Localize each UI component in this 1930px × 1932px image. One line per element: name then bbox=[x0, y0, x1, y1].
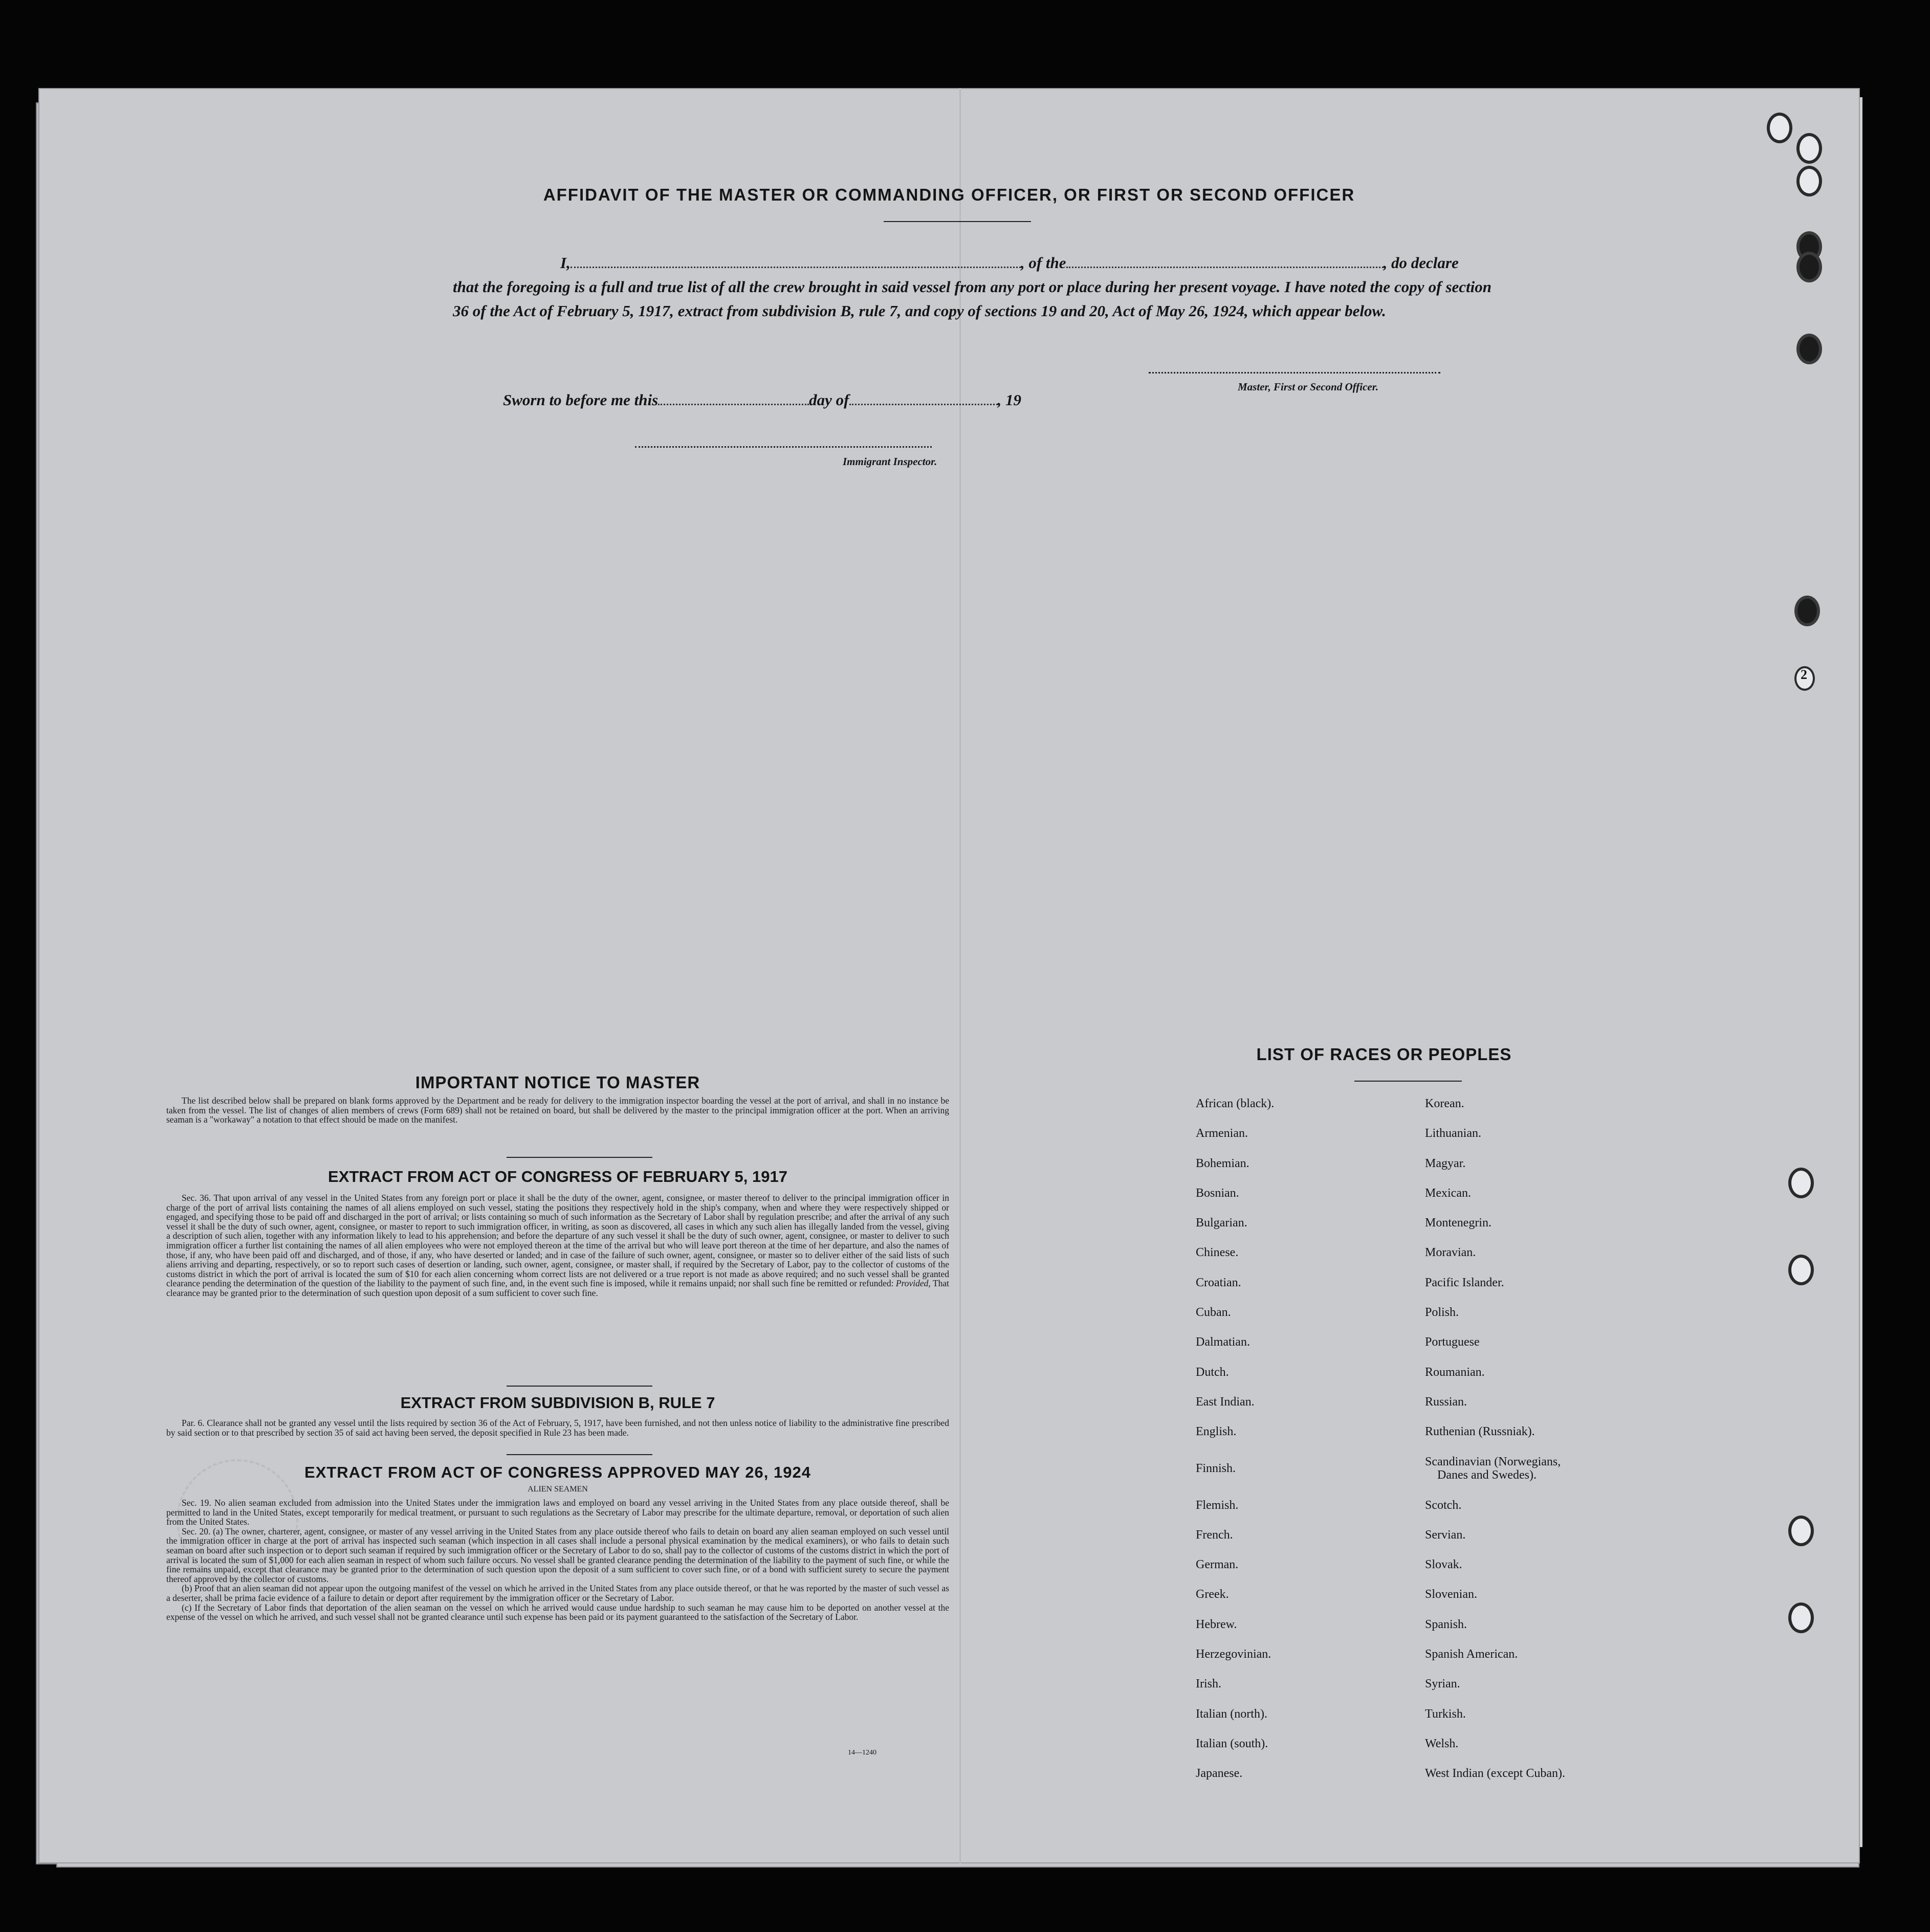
race-item: Italian (north). bbox=[1196, 1707, 1267, 1721]
declaration-body: that the foregoing is a full and true list of all the crew brought in said vessel from any port or place during her present voyage. I have noted the copy of section 36 of the Act of February 5, 1917, extract from subdivision B, rule 7, and copy of sections 19 and 20, Act of May 26, 1924, which appear below. bbox=[453, 278, 1492, 320]
sworn-year: , 19 bbox=[997, 391, 1021, 409]
binder-hole bbox=[1796, 133, 1822, 164]
race-item: Servian. bbox=[1425, 1528, 1466, 1542]
notice-title: IMPORTANT NOTICE TO MASTER bbox=[415, 1073, 700, 1092]
races-title: LIST OF RACES OR PEOPLES bbox=[1256, 1045, 1512, 1064]
races-right-column bbox=[1425, 1089, 1565, 1789]
extract-1917-text bbox=[166, 1193, 949, 1298]
races-title-rule bbox=[1354, 1081, 1462, 1082]
vessel-blank[interactable] bbox=[1066, 254, 1384, 268]
race-item-scandinavian bbox=[1425, 1447, 1565, 1490]
race-item: Syrian. bbox=[1425, 1677, 1460, 1691]
race-item: Armenian. bbox=[1196, 1127, 1248, 1140]
declaration-i: I, bbox=[560, 254, 571, 272]
binder-hole bbox=[1794, 596, 1820, 626]
race-item: Irish. bbox=[1196, 1677, 1221, 1691]
sworn-day-of: day of bbox=[809, 391, 849, 409]
race-item: Scandinavian (Norwegians, bbox=[1425, 1455, 1561, 1468]
binder-hole bbox=[1788, 1602, 1814, 1633]
binder-hole bbox=[1796, 334, 1822, 364]
declaration-of-the: , of the bbox=[1020, 254, 1066, 272]
notice-text bbox=[166, 1096, 949, 1125]
race-item: Moravian. bbox=[1425, 1246, 1476, 1260]
margin-mark: 2 bbox=[1801, 667, 1807, 682]
sworn-statement bbox=[503, 391, 1021, 409]
section-rule bbox=[507, 1386, 652, 1387]
binder-hole bbox=[1796, 252, 1822, 282]
race-item: Slovak. bbox=[1425, 1558, 1462, 1572]
notice-paragraph: The list described below shall be prepared on blank forms approved by the Department and be ready for delivery to the immigration inspector boarding the vessel at the port of arrival, and shall in no instance be taken from the vessel. The list of changes of alien members of crews (Form 689) shall not be retained on board, but shall be delivered by the master to the principal immigration officer at the port. When an arriving seaman is a "workaway" a notation to that effect should be made on the manifest. bbox=[166, 1095, 949, 1125]
extract-rule7-title: EXTRACT FROM SUBDIVISION B, RULE 7 bbox=[400, 1394, 715, 1412]
race-item: African (black). bbox=[1196, 1097, 1275, 1110]
race-item: Ruthenian (Russniak). bbox=[1425, 1425, 1535, 1439]
par-6-label: Par. 6. bbox=[182, 1418, 205, 1428]
race-item: Slovenian. bbox=[1425, 1588, 1477, 1601]
inspector-signature-line[interactable] bbox=[635, 446, 932, 448]
race-item: Roumanian. bbox=[1425, 1365, 1485, 1379]
race-item: Dutch. bbox=[1196, 1365, 1229, 1379]
race-item: Portuguese bbox=[1425, 1335, 1480, 1349]
race-item: Finnish. bbox=[1196, 1461, 1236, 1475]
race-item: English. bbox=[1196, 1425, 1237, 1439]
race-item: Hebrew. bbox=[1196, 1617, 1237, 1631]
race-item: Magyar. bbox=[1425, 1156, 1466, 1170]
proviso-text: That clearance may be granted prior to the determination of such question upon deposit of a sum sufficient to cover such fine. bbox=[166, 1278, 950, 1298]
day-blank[interactable] bbox=[658, 391, 809, 405]
race-item: Chinese. bbox=[1196, 1246, 1239, 1260]
race-item: Turkish. bbox=[1425, 1707, 1466, 1721]
extract-rule7-text bbox=[166, 1418, 949, 1437]
race-item: Dalmatian. bbox=[1196, 1335, 1250, 1349]
sec-20a-text: (a) The owner, charterer, agent, consignee, or master of any vessel arriving in the United States from any place outside thereof who fails to detain on board any alien seaman employed on such vessel until the immigration officer in charge at the port of arrival has inspected such seaman (which inspection in all cases shall include a personal physical examination by the medical examiners), or who fails to detain such seaman on board after such inspection or to deport such seaman if required by such immigration officer or the Secretary of Labor to do so, shall pay to the collector of customs of the customs district in which the port of arrival is located the sum of $1,000 for each alien seaman in respect of whom such failure occurs. No vessel shall be granted clearance pending the determination of the liability to the payment of such fine, or while the fine remains unpaid, except that clearance may be granted prior to the determination of such question upon the deposit of a sum sufficient to cover such fine, or of a bond with sufficient surety to secure the payment thereof approved by the collector of customs. bbox=[166, 1526, 949, 1584]
declaration-declare: , do declare bbox=[1383, 254, 1459, 272]
sec-36-text: That upon arrival of any vessel in the United States from any foreign port or place it shall be the duty of the owner, agent, consignee, or master thereof to deliver to the principal immigration officer in charge of the port of arrival lists containing the names of all aliens employed on such vessel, stating the positions they respectively hold in the ship's company, when and where they were respectively shipped or engaged, and specifying those to be paid off and discharged in the port of arrival; or lists containing so much of such information as the Secretary of Labor shall by regulation prescribe; and after the arrival of any such vessel it shall be the duty of such owner, agent, consignee, or master to report to such immigration officer, in writing, as soon as discovered, all cases in which any such alien has illegally landed from the vessel, giving a description of such alien, together with any information likely to lead to his apprehension; and before the departure of any such vessel it shall be the duty of such owner, agent, consignee, or master to deliver to such immigration officer a further list containing the names of all alien employees who were not employed thereon at the time of the arrival but who will leave port thereon at the time of her departure, and also the names of those, if any, who have been paid off and discharged, and of those, if any, who have deserted or landed; and in case of the failure of such owner, agent, consignee, or master so to deliver either of the said lists of such aliens arriving and departing, respectively, or so to report such cases of desertion or landing, such owner, agent, consignee, or master shall, if required by the Secretary of Labor, pay to the collector of customs of the customs district in which the port of arrival is located the sum of $10 for each alien concerning whom correct lists are not delivered or a true report is not made as above required; and no such vessel shall be granted clearance pending the determination of the question of the liability to the payment of such fine, and, in the event such fine is imposed, while it remains unpaid; nor shall such fine be remitted or refunded: bbox=[166, 1193, 949, 1289]
race-item: French. bbox=[1196, 1528, 1233, 1542]
month-blank[interactable] bbox=[849, 391, 998, 405]
proviso-label: Provided, bbox=[895, 1278, 931, 1289]
section-rule bbox=[507, 1157, 652, 1158]
binder-hole bbox=[1788, 1168, 1814, 1198]
race-item: Korean. bbox=[1425, 1097, 1464, 1110]
sec-20b-text: (b) Proof that an alien seaman did not appear upon the outgoing manifest of the vessel on which he arrived in the United States from any place outside thereof, or that he was reported by the master of such vessel as a deserter, shall be prima facie evidence of a failure to detain or deport after requirement by the immigration officer or the Secretary of Labor. bbox=[166, 1583, 949, 1603]
race-item: Scotch. bbox=[1425, 1498, 1462, 1512]
race-item: Cuban. bbox=[1196, 1306, 1231, 1320]
race-item: Bosnian. bbox=[1196, 1186, 1239, 1200]
race-item: Montenegrin. bbox=[1425, 1216, 1492, 1230]
section-rule bbox=[507, 1454, 652, 1455]
form-number: 14—1240 bbox=[848, 1749, 876, 1757]
extract-1917-title: EXTRACT FROM ACT OF CONGRESS OF FEBRUARY 5, 1917 bbox=[328, 1168, 787, 1185]
sec-20-label: Sec. 20. bbox=[182, 1526, 211, 1536]
affidavit-declaration bbox=[453, 251, 1492, 323]
race-item: Spanish American. bbox=[1425, 1648, 1518, 1661]
race-item: Croatian. bbox=[1196, 1276, 1241, 1289]
race-item: Spanish. bbox=[1425, 1617, 1467, 1631]
race-item: Mexican. bbox=[1425, 1186, 1471, 1200]
race-item: Polish. bbox=[1425, 1306, 1459, 1320]
race-item: Italian (south). bbox=[1196, 1737, 1268, 1750]
alien-seamen-subtitle: ALIEN SEAMEN bbox=[528, 1485, 588, 1494]
title-rule bbox=[884, 221, 1031, 222]
race-item: Greek. bbox=[1196, 1588, 1229, 1601]
race-item: East Indian. bbox=[1196, 1395, 1255, 1409]
race-item: Bohemian. bbox=[1196, 1156, 1249, 1170]
race-item: West Indian (except Cuban). bbox=[1425, 1767, 1565, 1781]
sec-20c-text: (c) If the Secretary of Labor finds that deportation of the alien seaman on the vessel on which he arrived would cause undue hardship to such seaman he may cause him to be deported on another vessel at the expense of the vessel on which he arrived, and such vessel shall not be granted clearance until such expense has been paid or its payment guaranteed to the satisfaction of the Secretary of Labor. bbox=[166, 1602, 949, 1622]
extract-1924-title: EXTRACT FROM ACT OF CONGRESS APPROVED MAY 26, 1924 bbox=[304, 1463, 811, 1481]
signature-line[interactable] bbox=[1149, 372, 1440, 374]
page-fold bbox=[959, 88, 961, 1863]
race-item: Bulgarian. bbox=[1196, 1216, 1247, 1230]
sworn-prefix: Sworn to before me this bbox=[503, 391, 659, 409]
binder-hole bbox=[1788, 1516, 1814, 1546]
race-item: Flemish. bbox=[1196, 1498, 1239, 1512]
race-item: Lithuanian. bbox=[1425, 1127, 1481, 1140]
name-blank[interactable] bbox=[571, 254, 1021, 268]
extract-1924-text bbox=[166, 1498, 949, 1622]
race-item: Danes and Swedes). bbox=[1437, 1468, 1537, 1482]
sec-19-text: No alien seaman excluded from admission into the United States under the immigration laws and employed on board any vessel arriving in the United States from any place outside thereof, shall be permitted to land in the United States, except temporarily for medical treatment, or pursuant to such regulations as the Secretary of Labor may prescribe for the ultimate departure, removal, or deportation of such alien from the United States. bbox=[166, 1498, 949, 1527]
race-item: German. bbox=[1196, 1558, 1239, 1572]
affidavit-title: AFFIDAVIT OF THE MASTER OR COMMANDING OFFICER, OR FIRST OR SECOND OFFICER bbox=[543, 185, 1355, 204]
races-left-column bbox=[1196, 1089, 1274, 1789]
sec-19-label: Sec. 19. bbox=[182, 1498, 211, 1508]
declaration-line bbox=[453, 251, 1492, 275]
race-item: Japanese. bbox=[1196, 1767, 1243, 1781]
inspector-label: Immigrant Inspector. bbox=[843, 455, 937, 468]
par-6-text: Clearance shall not be granted any vessel until the lists required by section 36 of the Act of February, 5, 1917, have been furnished, and not then unless notice of liability to the administrative fine prescribed by said section or to that prescribed by section 35 of said act having been served, the deposit specified in Rule 23 has been made. bbox=[166, 1418, 949, 1438]
race-item: Welsh. bbox=[1425, 1737, 1459, 1750]
race-item: Herzegovinian. bbox=[1196, 1648, 1271, 1661]
form-page bbox=[38, 88, 1860, 1863]
binder-hole bbox=[1767, 113, 1792, 143]
sec-36-label: Sec. 36. bbox=[182, 1193, 211, 1203]
race-item: Russian. bbox=[1425, 1395, 1467, 1409]
race-item: Pacific Islander. bbox=[1425, 1276, 1504, 1289]
binder-hole bbox=[1788, 1255, 1814, 1285]
signature-label: Master, First or Second Officer. bbox=[1238, 381, 1378, 393]
